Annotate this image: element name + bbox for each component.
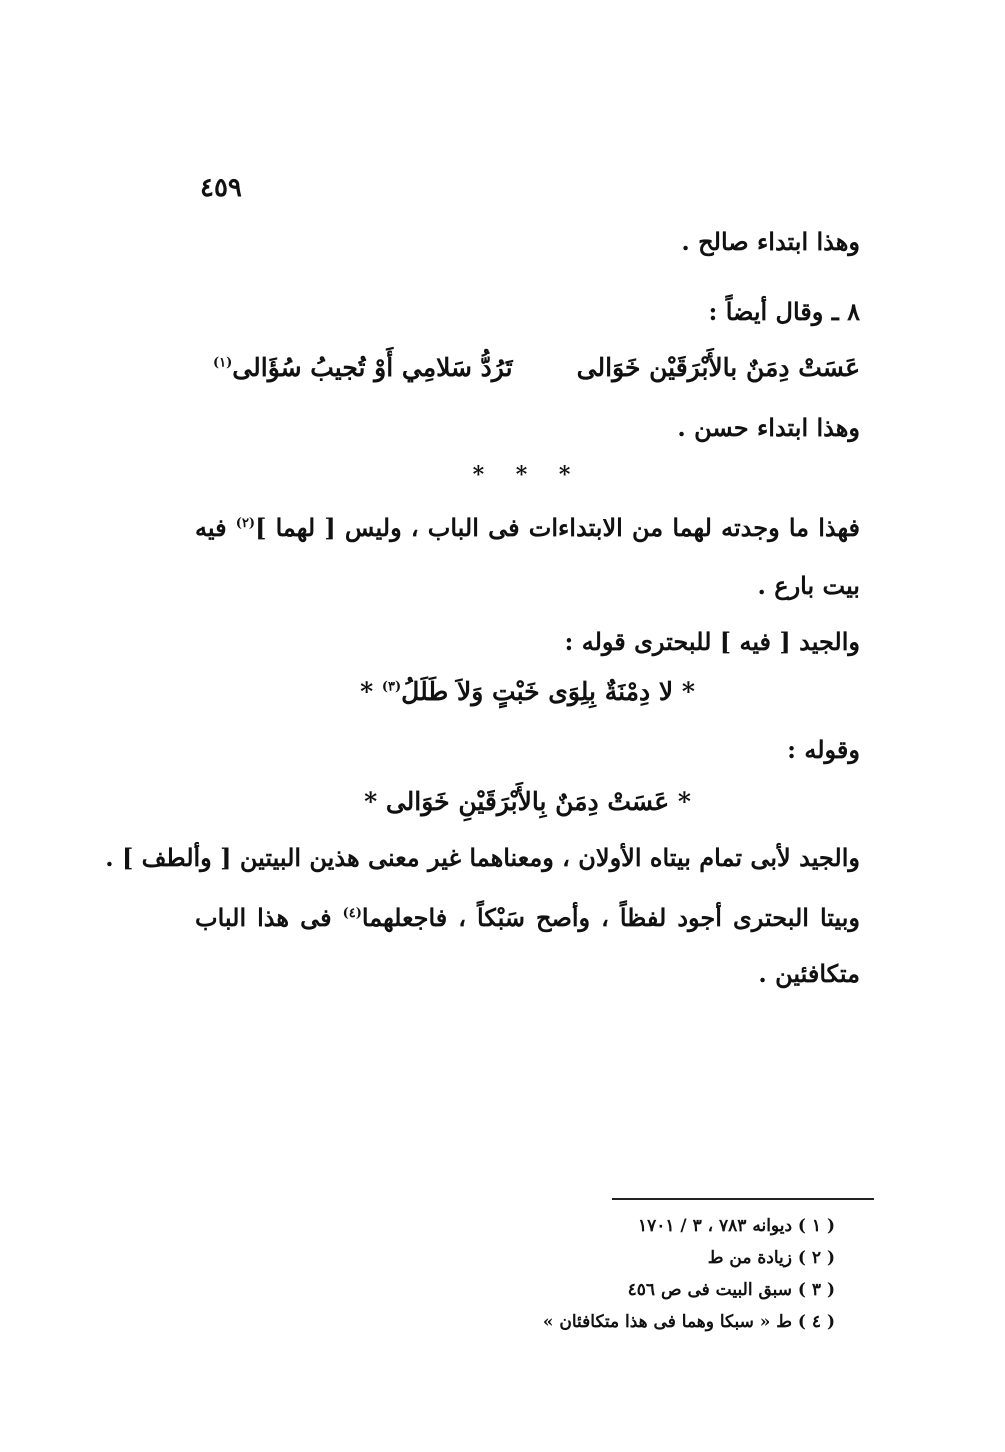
verse-2: [195, 670, 860, 714]
page-number: ٤٥٩: [200, 173, 242, 203]
verse-1: [195, 346, 860, 390]
text-line-1: وهذا ابتداء صالح .: [681, 227, 860, 256]
footnote-ref-2: (٢): [235, 516, 256, 531]
footnote-divider: [612, 1198, 874, 1200]
footnote-ref-3: (٣): [381, 679, 402, 695]
verse-1-first-hemistich: عَسَتْ دِمَنٌ بالأَبْرَقَيْن خَوَالى: [576, 353, 860, 382]
footnote-2: ( ٢ ) زيادة من ط: [707, 1248, 835, 1268]
footnote-1: ( ١ ) ديوانه ٧٨٣ ، ٣ / ١٧٠١: [637, 1216, 835, 1236]
text-line-5-part-a: فهذا ما وجدته لهما من الابتداءات فى الباب ، وليس [ لهما ]: [255, 513, 861, 542]
verse-1-second-hemistich: [213, 346, 513, 390]
footnote-ref-4: (٤): [342, 906, 362, 921]
verse-1-second-text: تَرُدُّ سَلامِي أَوْ تُجيبُ سُؤَالى: [232, 353, 513, 382]
text-line-2: ٨ ـ وقال أيضاً :: [708, 297, 860, 326]
text-line-9: والجيد لأبى تمام بيتاه الأولان ، ومعناهما غير معنى هذين البيتين [ وألطف ] .: [105, 843, 860, 872]
text-line-10-part-b: فى هذا الباب: [195, 903, 343, 932]
footnote-4: ( ٤ ) ط « سبكا وهما فى هذا متكافئان »: [542, 1312, 835, 1332]
text-line-10: [195, 898, 860, 938]
verse-2-text: * لا دِمْنَةٌ بِلِوَى خَبْتٍ وَلاَ طَلَلُ: [401, 677, 695, 706]
text-line-4: وهذا ابتداء حسن .: [677, 413, 860, 442]
text-line-10-part-a: وبيتا البحترى أجود لفظاً ، وأصح سَبْكاً ، فاجعلهما: [361, 903, 861, 932]
text-line-7: والجيد [ فيه ] للبحترى قوله :: [564, 627, 860, 656]
verse-3: * عَسَتْ دِمَنٌ بِالأَبْرَقَيْنِ خَوَالى *: [364, 787, 691, 816]
text-line-11: متكافئين .: [758, 959, 860, 988]
text-line-6: بيت بارع .: [757, 571, 860, 600]
footnote-3: ( ٣ ) سبق البيت فى ص ٤٥٦: [627, 1280, 835, 1300]
text-line-5: [195, 508, 860, 548]
text-line-5-part-b: فيه: [195, 513, 236, 542]
section-separator: * * *: [472, 462, 583, 488]
text-line-8: وقوله :: [787, 735, 860, 764]
verse-2-end: *: [360, 677, 382, 706]
footnote-ref-1: (١): [213, 355, 233, 371]
